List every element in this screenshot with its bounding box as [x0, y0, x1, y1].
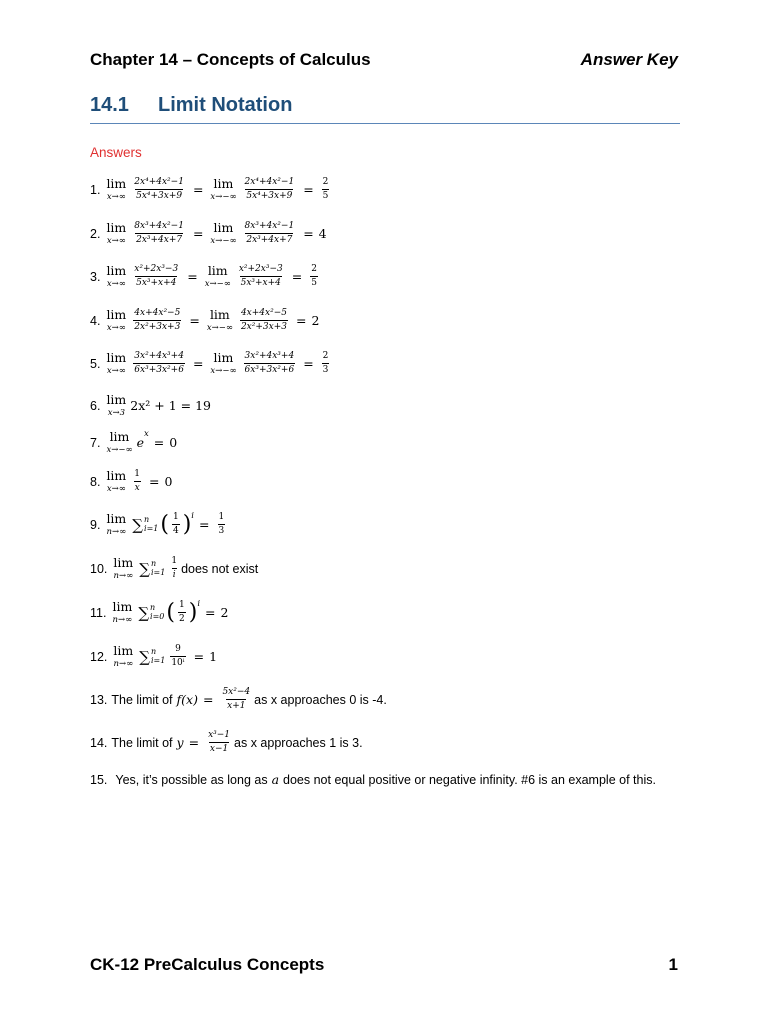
- limit-subscript: x→−∞: [204, 278, 231, 289]
- limit-subscript: n→∞: [106, 526, 127, 537]
- answer-number: 4.: [90, 313, 101, 328]
- limit-subscript: x→−∞: [206, 322, 233, 333]
- numerator: 3x²+4x³+4: [134, 351, 184, 361]
- result-denominator: 5: [311, 278, 317, 288]
- numerator: 8x³+4x²−1: [134, 221, 184, 231]
- exponent: x: [143, 428, 149, 439]
- limit-subscript: x→∞: [106, 191, 126, 202]
- answer-number: 13.: [90, 692, 108, 707]
- result: 2: [220, 605, 229, 620]
- answer-5: 5. lim x→∞ $\frac{\text{3x²+4x³+4}}{\text{6x³+3x²+6}}$ = lim x→−∞ $\frac{\text{3x²+4x³+4}}{\text{6x³+3x²+6}}$ = $\frac{2}{3}$: [90, 350, 329, 376]
- result-numerator: 2: [322, 351, 329, 361]
- result: 0: [164, 474, 173, 489]
- section-number: 14.1: [90, 94, 129, 116]
- answer-number: 9.: [90, 517, 101, 532]
- limit-subscript: x→∞: [106, 483, 126, 494]
- result-numerator: 2: [311, 264, 317, 274]
- numerator: 2x⁴+4x²−1: [134, 177, 184, 187]
- numerator: 4x+4x²−5: [134, 308, 181, 318]
- limit-subscript: n→∞: [113, 658, 134, 669]
- footer-book-title: CK-12 PreCalculus Concepts: [90, 955, 325, 974]
- numerator: 3x²+4x³+4: [244, 351, 295, 361]
- answer-number: 5.: [90, 356, 101, 371]
- answer-10: 10. lim n→∞ ∑ n i=1 $\frac{1}{i}$ does not exist: [90, 555, 259, 581]
- result: 4: [318, 226, 327, 241]
- result: 1: [209, 649, 218, 664]
- result-numerator: 1: [218, 512, 225, 522]
- limit-subscript: x→−∞: [210, 191, 237, 202]
- function-name: f(x): [176, 692, 198, 707]
- function-name: y: [176, 735, 184, 750]
- denominator: x: [134, 483, 140, 493]
- denominator: 2x²+3x+3: [240, 322, 287, 332]
- numerator: x²+2x³−3: [238, 264, 283, 274]
- answer-9: 9. lim n→∞ ∑ n i=1 ( $\frac{1}{4}$ ) i = $\frac{1}{3}$: [90, 510, 225, 537]
- limit-subscript: n→∞: [112, 614, 133, 625]
- numerator: 4x+4x²−5: [240, 308, 287, 318]
- answer-number: 6.: [90, 398, 101, 413]
- answer-text: as x approaches 1 is 3.: [234, 735, 363, 750]
- answer-4: 4. lim x→∞ $\frac{\text{4x+4x²−5}}{\text{2x²+3x+3}}$ = lim x→−∞ $\frac{\text{4x+4x²−5}}{\text{2x²+3x+3}}$ = 2: [90, 307, 320, 333]
- numerator: x²+2x³−3: [134, 264, 179, 274]
- denominator: 5x³+x+4: [240, 278, 281, 288]
- result: 2: [311, 313, 320, 328]
- answer-number: 14.: [90, 735, 108, 750]
- section-name: Limit Notation: [158, 94, 293, 116]
- summation: ∑ n i=1: [139, 558, 166, 578]
- limit-subscript: n→∞: [113, 570, 134, 581]
- numerator: 1: [134, 469, 141, 479]
- answer-8: 8. lim x→∞ $\frac{1}{x}$ = 0: [90, 468, 173, 494]
- expression: 2x² + 1 = 19: [130, 398, 212, 413]
- result: 0: [169, 435, 178, 450]
- result-denominator: 3: [218, 526, 225, 536]
- limit-subscript: x→∞: [106, 278, 126, 289]
- answer-number: 2.: [90, 226, 101, 241]
- answer-7: 7. lim x→−∞ e x = 0: [90, 428, 178, 455]
- denominator: 5x³+x+4: [136, 278, 177, 288]
- answer-2: 2. lim x→∞ $\frac{\text{8x³+4x²−1}}{\text{2x³+4x+7}}$ = lim x→−∞ $\frac{\text{8x³+4x²−1}}{\text{2x³+4x+7}}$ = 4: [90, 220, 327, 246]
- limit-subscript: x→−∞: [210, 235, 237, 246]
- answer-13: 13. The limit of f(x) = $\frac{\text{5x²−4}}{x+1}$ as x approaches 0 is -4.: [90, 687, 387, 711]
- section-title: [90, 94, 292, 117]
- denominator: 5x⁴+3x+9: [246, 191, 293, 201]
- summation: ∑ n i=1: [132, 514, 159, 534]
- answer-12: 12. lim n→∞ ∑ n i=1 $\frac{9}{\text{10ⁱ}}$ = 1: [90, 643, 218, 669]
- limit-subscript: x→−∞: [210, 365, 237, 376]
- limit-subscript: x→∞: [106, 235, 126, 246]
- variable: a: [271, 772, 280, 787]
- answer-text: as x approaches 0 is -4.: [254, 692, 387, 707]
- denominator: 6x³+3x²+6: [134, 365, 184, 375]
- answer-key-header: Answer Key: [580, 50, 678, 69]
- answer-number: 8.: [90, 474, 101, 489]
- answer-number: 7.: [90, 435, 101, 450]
- answer-3: 3. lim x→∞ $\frac{\text{x²+2x³−3}}{\text{5x³+x+4}}$ = lim x→−∞ $\frac{\text{x²+2x³−3}}{\text{5x³+x+4}}$ = $\frac{2}{5}$: [90, 263, 317, 289]
- answer-number: 10.: [90, 561, 108, 576]
- numerator: 2x⁴+4x²−1: [244, 177, 295, 187]
- page-number: 1: [668, 955, 678, 974]
- denominator: 2x³+4x+7: [246, 235, 293, 245]
- answer-11: 11. lim n→∞ ∑ n i=0 ( $\frac{1}{2}$ ) i = 2: [90, 598, 229, 625]
- answer-text: does not exist: [181, 561, 259, 576]
- answers-label: Answers: [90, 145, 142, 160]
- answer-number: 12.: [90, 649, 108, 664]
- answer-14: 14. The limit of y = $\frac{\text{x³−1}}{x-1}$ as x approaches 1 is 3.: [90, 730, 363, 754]
- limit-subscript: x→−∞: [106, 444, 133, 455]
- result-denominator: 5: [322, 191, 329, 201]
- result-denominator: 3: [322, 365, 329, 375]
- result-numerator: 2: [322, 177, 329, 187]
- limit-subscript: x→∞: [106, 365, 126, 376]
- numerator: 8x³+4x²−1: [244, 221, 295, 231]
- answer-number: 11.: [90, 605, 107, 620]
- section-divider: [90, 123, 680, 124]
- chapter-header: Chapter 14 – Concepts of Calculus: [90, 50, 371, 69]
- limit-subscript: x→3: [107, 407, 126, 418]
- summation: ∑ n i=1: [139, 646, 166, 666]
- denominator: 2x³+4x+7: [136, 235, 183, 245]
- answer-1: 1. lim x→∞ $\frac{\text{2x⁴+4x²−1}}{\text{5x⁴+3x+9}}$ = lim x→−∞ $\frac{\text{2x⁴+4x²−1}}{\text{5x⁴+3x+9}}$ = $\frac{2}{5}$: [90, 176, 329, 202]
- limit-subscript: x→∞: [106, 322, 126, 333]
- answer-number: 15.: [90, 772, 108, 787]
- answer-15: 15. Yes, it’s possible as long as a does not equal positive or negative infinity. #6 is an example of this.: [90, 772, 656, 787]
- answer-6: 6. lim x→3 2x² + 1 = 19: [90, 392, 212, 418]
- answer-number: 1.: [90, 182, 101, 197]
- summation: ∑ n i=0: [138, 602, 165, 622]
- denominator: 2x²+3x+3: [134, 322, 181, 332]
- denominator: 6x³+3x²+6: [244, 365, 295, 375]
- answer-number: 3.: [90, 269, 101, 284]
- base: e: [136, 435, 144, 450]
- denominator: 5x⁴+3x+9: [136, 191, 183, 201]
